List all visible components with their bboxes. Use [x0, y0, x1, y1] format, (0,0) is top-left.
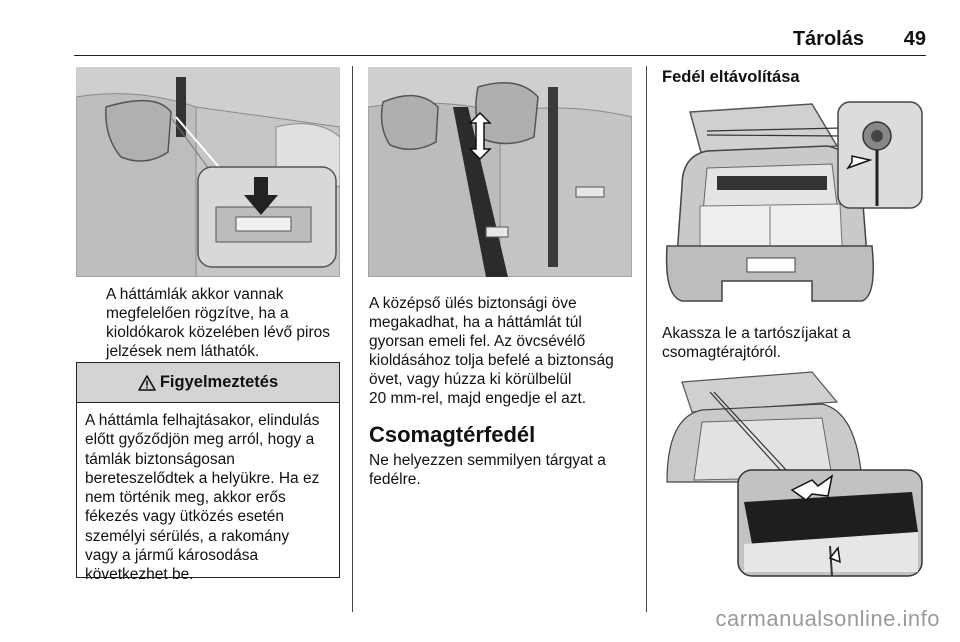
subheading: Fedél eltávolítása: [662, 68, 800, 86]
seat-release-drawing: [76, 67, 340, 277]
seat-belt-drawing: [368, 67, 632, 277]
warning-triangle-icon: [138, 375, 156, 391]
caption-line: A háttámlák akkor vannak: [106, 286, 284, 303]
warning-line: előtt győződjön meg arról, hogy a: [85, 431, 315, 449]
warning-box: [76, 362, 340, 584]
caption-line: megfelelően rögzítve, ha a: [106, 305, 289, 322]
section-heading: Csomagtérfedél: [369, 422, 536, 447]
caption-line: kioldásához tolja befelé a biztonság: [369, 352, 614, 369]
section-line: fedélre.: [369, 471, 421, 488]
seat-release-illustration: [76, 67, 340, 277]
section-line: Ne helyezzen semmilyen tárgyat a: [369, 452, 606, 469]
page-number: 49: [903, 28, 926, 50]
caption-line: jelzések nem láthatók.: [106, 343, 260, 360]
car-rear-drawing: [662, 96, 926, 308]
warning-line: fékezés vagy ütközés esetén: [85, 508, 285, 526]
page-header: [74, 24, 926, 52]
caption-line: megakadhat, ha a háttámlát túl: [369, 314, 582, 331]
caption-line: 20 mm-rel, majd engedje el azt.: [369, 390, 587, 407]
column-separator-2: [646, 66, 647, 612]
warning-body: [77, 403, 339, 585]
seat-belt-caption: [369, 294, 614, 408]
warning-title: Figyelmeztetés: [159, 373, 279, 391]
warning-line: vagy a jármű károsodása: [85, 547, 259, 565]
watermark: carmanualsonline.info: [715, 606, 940, 631]
seat-belt-illustration: [368, 67, 632, 277]
warning-header: [77, 363, 339, 403]
cover-removal-caption: [662, 324, 851, 362]
cover-detail-illustration: [662, 362, 926, 578]
page-title: Tárolás: [792, 28, 864, 50]
warning-line: A háttámla felhajtásakor, elindulás: [85, 412, 320, 429]
caption-line: övet, vagy húzza ki körülbelül: [369, 371, 572, 388]
warning-line: személyi sérülés, a rakomány: [85, 527, 290, 545]
column-separator-1: [352, 66, 353, 612]
seat-release-caption: [106, 285, 330, 361]
caption-line: A középső ülés biztonsági öve: [369, 295, 577, 312]
section-text: [369, 451, 606, 489]
car-rear-illustration: [662, 96, 926, 308]
caption-line: Akassza le a tartószíjakat a: [662, 325, 851, 342]
warning-line: bereteszelődtek a helyükre. Ha ez: [85, 469, 320, 487]
caption-line: gyorsan emeli fel. Az övcsévélő: [369, 333, 586, 350]
cover-detail-drawing: [662, 362, 926, 578]
caption-line: csomagtérajtóról.: [662, 344, 781, 361]
warning-line: támlák biztonságosan: [85, 450, 235, 468]
warning-line: következhet be.: [85, 566, 194, 584]
caption-line: kioldókarok közelében lévő piros: [106, 324, 331, 341]
header-rule: [74, 55, 926, 56]
warning-line: nem történik meg, akkor erős: [85, 489, 286, 507]
